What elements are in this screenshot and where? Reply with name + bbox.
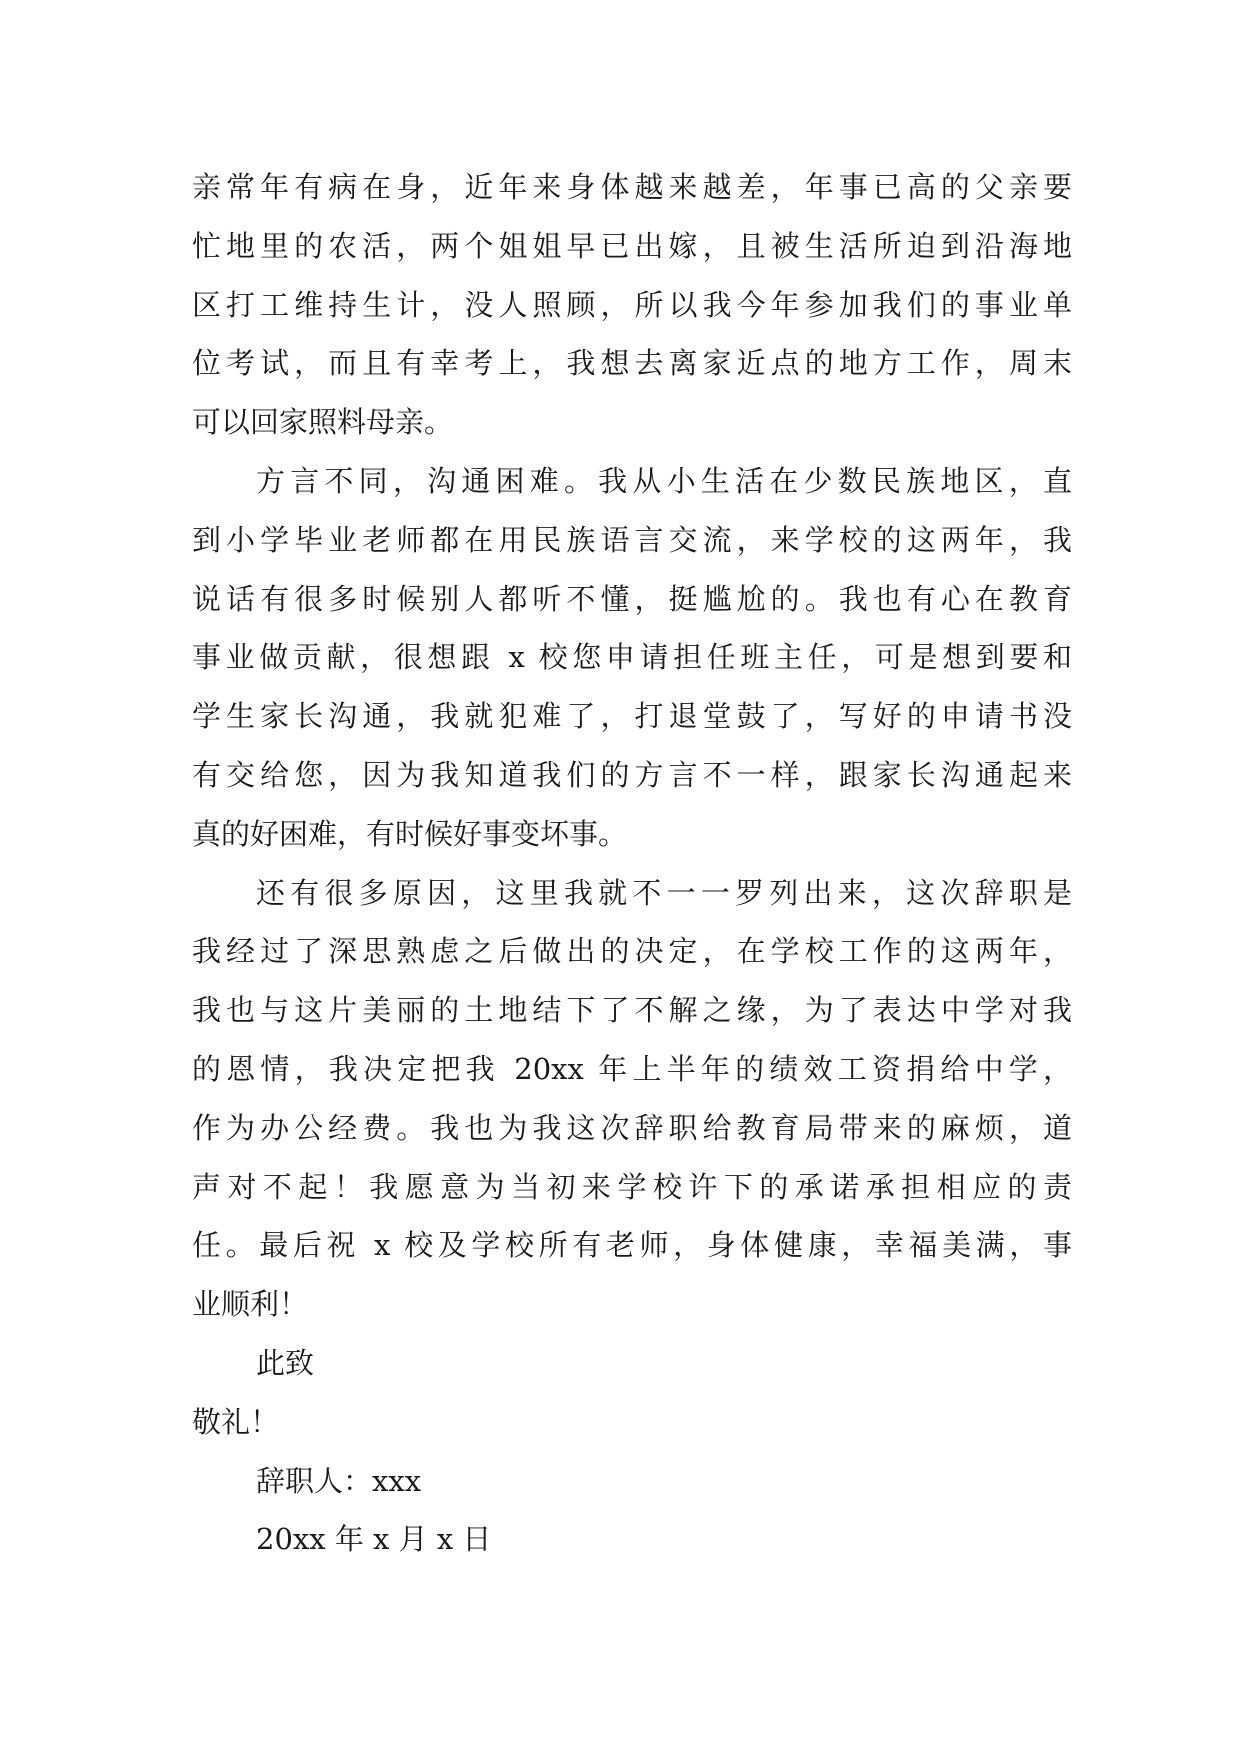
text-line: 到小学毕业老师都在用民族语言交流，来学校的这两年，我: [192, 522, 1072, 557]
text-line: 位考试，而且有幸考上，我想去离家近点的地方工作，周末: [192, 346, 1072, 381]
text-line: 作为办公经费。我也为我这次辞职给教育局带来的麻烦，道: [192, 1110, 1072, 1145]
text-line: 区打工维持生计，没人照顾，所以我今年参加我们的事业单: [192, 287, 1072, 322]
text-line: 可以回家照料母亲。: [192, 405, 454, 440]
text-line: 的恩情，我决定把我 20xx 年上半年的绩效工资捐给中学，: [192, 1051, 1072, 1086]
text-line: 任。最后祝 x 校及学校所有老师，身体健康，幸福美满，事: [192, 1228, 1072, 1263]
paragraph-closing-remarks: [192, 864, 1072, 1334]
closing-regards: 敬礼！: [192, 1404, 280, 1439]
closing-salutation: 此致: [256, 1345, 315, 1380]
signature-line: 辞职人：xxx: [256, 1463, 422, 1498]
text-line: 还有很多原因，这里我就不一一罗列出来，这次辞职是: [256, 875, 1072, 910]
text-line: 事业做贡献，很想跟 x 校您申请担任班主任，可是想到要和: [192, 640, 1072, 675]
date-line: 20xx 年 x 月 x 日: [256, 1522, 492, 1557]
letter-body: [192, 158, 1072, 1569]
text-line: 方言不同，沟通困难。我从小生活在少数民族地区，直: [256, 463, 1072, 498]
text-line: 说话有很多时候别人都听不懂，挺尴尬的。我也有心在教育: [192, 581, 1072, 616]
text-line: 亲常年有病在身，近年来身体越来越差，年事已高的父亲要: [192, 170, 1072, 204]
text-line: 真的好困难，有时候好事变坏事。: [192, 816, 628, 851]
paragraph-dialect-reason: [192, 452, 1072, 864]
paragraph-family-reason: [192, 158, 1072, 452]
text-line: 声对不起！我愿意为当初来学校许下的承诺承担相应的责: [192, 1169, 1072, 1204]
text-line: 我经过了深思熟虑之后做出的决定，在学校工作的这两年，: [192, 934, 1072, 969]
text-line: 有交给您，因为我知道我们的方言不一样，跟家长沟通起来: [192, 757, 1072, 792]
text-line: 忙地里的农活，两个姐姐早已出嫁，且被生活所迫到沿海地: [192, 228, 1072, 263]
text-line: 学生家长沟通，我就犯难了，打退堂鼓了，写好的申请书没: [192, 699, 1072, 734]
text-line: 我也与这片美丽的土地结下了不解之缘，为了表达中学对我: [192, 993, 1072, 1028]
text-line: 业顺利！: [192, 1287, 309, 1322]
